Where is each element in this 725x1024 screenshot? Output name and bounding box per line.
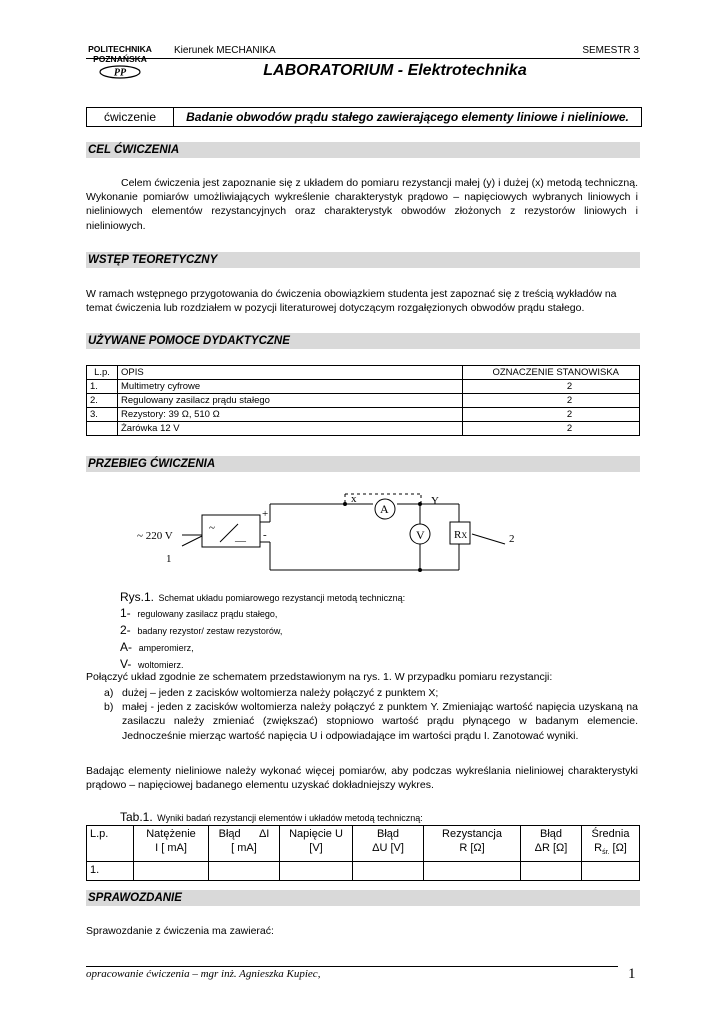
results-cell xyxy=(353,862,424,881)
aids-cell-lp: 1. xyxy=(87,380,118,394)
aids-header-lp: L.p. xyxy=(87,366,118,380)
aids-cell-desc: Regulowany zasilacz prądu stałego xyxy=(118,394,463,408)
table-row xyxy=(87,380,640,394)
aids-cell-station: 2 xyxy=(463,422,640,436)
results-header-voltage: Napięcie U [V] xyxy=(280,826,353,862)
table-caption xyxy=(120,808,423,826)
aids-cell-desc: Żarówka 12 V xyxy=(118,422,463,436)
results-header-err-u: Błąd ΔU [V] xyxy=(353,826,424,862)
report-text: Sprawozdanie z ćwiczenia ma zawierać: xyxy=(86,925,274,937)
results-header-err-i: Błąd ΔI [ mA] xyxy=(209,826,280,862)
goal-text: Celem ćwiczenia jest zapoznanie się z układem do pomiaru rezystancji małej (y) i dużej (x) metodą techniczną. Wykonanie pomiarów umożliwiających wykreślenie charakterystyk prądowo – napięciowych wybranych liniowych i nieliniowych elementów rezystancyjnych oraz charakterystyk obwodów złożonych z rezystorów liniowych i nieliniowych. xyxy=(86,177,638,232)
ammeter-label: A xyxy=(380,502,389,516)
figure-caption xyxy=(120,588,405,606)
connect-text: Połączyć układ zgodnie ze schematem przedstawionym na rys. 1. W przypadku pomiaru rezystancji: xyxy=(86,671,553,683)
results-header-row xyxy=(87,826,640,862)
aids-header-desc: OPIS xyxy=(118,366,463,380)
header-divider xyxy=(86,58,640,59)
aids-cell-desc: Rezystory: 39 Ω, 510 Ω xyxy=(118,408,463,422)
aids-header-station: OZNACZENIE STANOWISKA xyxy=(463,366,640,380)
results-header-err-r: Błąd ΔR [Ω] xyxy=(521,826,582,862)
aids-header-row xyxy=(87,366,640,380)
results-cell xyxy=(582,862,640,881)
legend-item: V- woltomierz. xyxy=(120,657,184,671)
results-header-lp: L.p. xyxy=(87,826,134,862)
intro-text: W ramach wstępnego przygotowania do ćwiczenia obowiązkiem studenta jest zapoznać się z treścią wykładów na temat ćwiczenia lub rozdziałem w pozycji literaturowej dotyczącym rozgałęzionych obwodów prądu stałego. xyxy=(86,288,617,315)
label-2: 2 xyxy=(509,533,515,545)
y-label: Y xyxy=(431,495,439,507)
results-cell xyxy=(209,862,280,881)
logo-line2: POZNAŃSKA xyxy=(93,54,147,64)
section-intro-heading: WSTĘP TEORETYCZNY xyxy=(86,252,640,268)
dc-label: — xyxy=(235,535,246,547)
legend-item: A- amperomierz, xyxy=(120,640,194,654)
table-row xyxy=(87,422,640,436)
results-cell xyxy=(521,862,582,881)
results-cell xyxy=(134,862,209,881)
voltmeter-label: V xyxy=(416,528,425,542)
circuit-diagram xyxy=(120,482,540,582)
footer-author: opracowanie ćwiczenia – mgr inż. Agnieszka Kupiec, xyxy=(86,968,321,980)
section-goal-heading: CEL ĆWICZENIA xyxy=(86,142,640,158)
exercise-box xyxy=(86,107,642,127)
section-procedure-heading: PRZEBIEG ĆWICZENIA xyxy=(86,456,640,472)
exercise-title: Badanie obwodów prądu stałego zawierającego elementy liniowe i nieliniowe. xyxy=(186,110,629,124)
resistor-label: RX xyxy=(454,529,468,541)
aids-cell-lp: 3. xyxy=(87,408,118,422)
list-item: b) małej - jeden z zacisków woltomierza należy połączyć z punktem Y. Zmieniając wartość napięcia uzyskaną na zasilaczu należy zmieniać (zwiększać) stopniowo wartość prądu płynącego w badanym elemencie. Jednocześnie mierząc wartość napięcia U i odpowiadające im wartości prądu I. Zanotować wyniki. xyxy=(104,701,638,742)
plus-label: + xyxy=(262,508,269,520)
instruction-list xyxy=(104,686,638,743)
legend-item: 2- badany rezystor/ zestaw rezystorów, xyxy=(120,623,283,637)
results-header-avg: Średnia $R_{śr.}$ [Ω] xyxy=(582,826,640,862)
table-row xyxy=(87,394,640,408)
section-report-heading: SPRAWOZDANIE xyxy=(86,890,640,906)
nonlinear-text: Badając elementy nieliniowe należy wykonać więcej pomiarów, aby podczas wykreślania nieliniowej charakterystyki prądowo – napięciowej badanego elementu uzyskać dokładniejszy wykres. xyxy=(86,765,638,792)
x-label: x xyxy=(351,493,357,505)
label-1: 1 xyxy=(166,553,172,565)
table-label: Tab.1. xyxy=(120,810,153,824)
table-row xyxy=(87,862,640,881)
aids-table xyxy=(86,365,640,436)
table-caption-text: Wyniki badań rezystancji elementów i układów metodą techniczną: xyxy=(157,813,423,823)
aids-cell-desc: Multimetry cyfrowe xyxy=(118,380,463,394)
logo-line1: POLITECHNIKA xyxy=(88,44,152,54)
logo-mark-text: PP xyxy=(113,67,127,79)
table-row xyxy=(87,408,640,422)
list-item: a) dużej – jeden z zacisków woltomierza należy połączyć z punktem X; xyxy=(104,687,439,699)
figure-label: Rys.1. xyxy=(120,590,155,604)
page-number: 1 xyxy=(628,966,636,982)
course-name: Kierunek MECHANIKA xyxy=(174,45,276,56)
semester: SEMESTR 3 xyxy=(582,45,639,56)
exercise-label: ćwiczenie xyxy=(87,108,174,126)
aids-cell-lp: 2. xyxy=(87,394,118,408)
section-aids-heading: UŻYWANE POMOCE DYDAKTYCZNE xyxy=(86,333,640,349)
legend-item: 1- regulowany zasilacz prądu stałego, xyxy=(120,606,278,620)
figure-caption-text: Schemat układu pomiarowego rezystancji metodą techniczną: xyxy=(158,593,406,603)
tilde-label: ~ xyxy=(209,522,215,534)
figure-legend xyxy=(120,605,282,673)
logo-mark-icon xyxy=(98,65,142,79)
aids-cell-station: 2 xyxy=(463,380,640,394)
results-table xyxy=(86,825,640,881)
minus-label: - xyxy=(263,529,267,541)
page-title: LABORATORIUM - Elektrotechnika xyxy=(263,62,527,79)
aids-cell-station: 2 xyxy=(463,394,640,408)
aids-cell-lp xyxy=(87,422,118,436)
aids-cell-station: 2 xyxy=(463,408,640,422)
footer-divider xyxy=(86,966,618,967)
results-row-lp: 1. xyxy=(87,862,134,881)
results-cell xyxy=(280,862,353,881)
results-header-current: Natężenie I [ mA] xyxy=(134,826,209,862)
source-label: ~ 220 V xyxy=(137,530,173,542)
results-header-resistance: Rezystancja R [Ω] xyxy=(424,826,521,862)
results-cell xyxy=(424,862,521,881)
university-logo xyxy=(86,44,154,79)
